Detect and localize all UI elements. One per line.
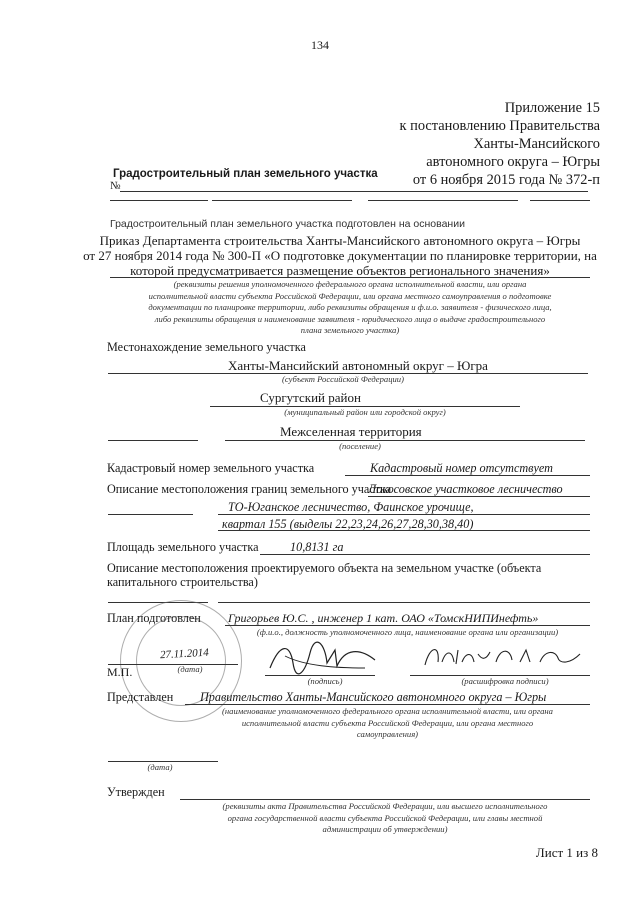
area-underline: [260, 554, 590, 555]
signature-decode-icon: [420, 640, 590, 674]
mp-label: М.П.: [107, 665, 133, 679]
boundaries-underline-left: [108, 514, 193, 515]
approved-note-3: администрации об утверждении): [322, 824, 448, 834]
presented-value: Правительство Ханты-Мансийского автономного округа – Югры: [200, 690, 547, 704]
region-underline-left: [108, 373, 228, 374]
form-title: Градостроительный план земельного участка: [113, 168, 378, 180]
appendix-line-4: автономного округа – Югры: [426, 154, 600, 170]
approved-note-1: (реквизиты акта Правительства Российской Федерации, или высшего исполнительного: [222, 801, 548, 811]
region-value: Ханты-Мансийский автономный округ – Югра: [228, 358, 488, 373]
boundaries-label: Описание местоположения границ земельного участка: [107, 482, 392, 496]
signature-note: (подпись): [307, 676, 343, 686]
district-value: Сургутский район: [260, 390, 361, 405]
boundaries-value-1: Локосовское участковое лесничество: [368, 482, 563, 496]
basis-note-1: (реквизиты решения уполномоченного федерального органа исполнительной власти, или органа: [173, 279, 527, 289]
prepared-label: План подготовлен: [107, 611, 201, 625]
presented-note-3: самоуправления): [356, 729, 419, 739]
sheet-number: Лист 1 из 8: [535, 845, 598, 860]
area-value: 10,8131 га: [290, 540, 344, 554]
cadastral-label: Кадастровый номер земельного участка: [107, 461, 315, 475]
area-label: Площадь земельного участка: [107, 540, 259, 554]
basis-note-5: плана земельного участка): [300, 325, 400, 335]
cadastral-underline: [345, 475, 590, 476]
basis-note-2: исполнительной власти субъекта Российской Федерации, или органа местного самоуправления о подготовке: [148, 290, 552, 301]
basis-label: Градостроительный план земельного участка подготовлен на основании: [110, 218, 465, 230]
signature-decode-note: (расшифровка подписи): [461, 676, 549, 686]
boundaries-underline-1: [368, 496, 590, 497]
number-line: [120, 191, 588, 192]
number-cells: [110, 196, 590, 204]
prepared-underline: [225, 625, 590, 626]
cadastral-value: Кадастровый номер отсутствует: [370, 461, 553, 475]
settlement-value: Межселенная территория: [280, 424, 422, 439]
boundaries-value-3: квартал 155 (выделы 22,23,24,26,27,28,30,38,40): [222, 517, 474, 531]
prepared-value: Григорьев Ю.С. , инженер 1 кат. ОАО «ТомскНИПИнефть»: [228, 611, 539, 625]
approved-underline: [180, 799, 590, 800]
date2-note: (дата): [147, 762, 173, 772]
boundaries-underline-2: [218, 514, 590, 515]
prepared-note: (ф.и.о., должность уполномоченного лица, наименование органа или организации): [256, 627, 559, 637]
prepared-date: 27.11.2014: [159, 646, 209, 662]
region-note: (субъект Российской Федерации): [282, 374, 404, 384]
boundaries-value-2: ТО-Юганское лесничество, Фаинское урочище,: [228, 500, 474, 514]
object-label-2: капитального строительства): [107, 575, 258, 589]
presented-note-2: исполнительной власти субъекта Российской Федерации, или органа местного: [241, 717, 534, 728]
district-note: (муниципальный район или городской округ): [284, 407, 446, 417]
appendix-header: [400, 99, 600, 189]
location-label: Местонахождение земельного участка: [107, 340, 306, 354]
number-sign: №: [110, 180, 121, 192]
appendix-line-3: Ханты-Мансийского: [473, 136, 600, 152]
basis-line-1: Приказ Департамента строительства Ханты-Мансийского автономного округа – Югры: [99, 233, 581, 248]
settlement-note: (поселение): [339, 441, 381, 451]
page-number: 134: [311, 38, 329, 52]
appendix-line-1: Приложение 15: [504, 100, 600, 116]
settlement-underline-left: [108, 440, 198, 441]
basis-note: [100, 279, 600, 337]
object-underline-2: [218, 602, 590, 603]
basis-line-3: которой предусматривается размещение объектов регионального значения»: [130, 263, 550, 278]
approved-note: [180, 801, 590, 836]
presented-label: Представлен: [107, 690, 174, 704]
basis-underline: [110, 277, 590, 278]
basis-note-4: либо реквизиты обращения и наименование заявителя - юридического лица о выдаче градостроительного: [154, 313, 546, 324]
approved-note-2: органа государственной власти субъекта Российской Федерации, или главы местной: [227, 812, 543, 823]
basis-note-3: документации по планировке территории, либо реквизиты обращения и ф.и.о. заявителя - физического лица,: [148, 302, 552, 312]
presented-underline: [185, 704, 590, 705]
object-label-1: Описание местоположения проектируемого объекта на земельном участке (объекта: [107, 561, 542, 575]
signature-icon: [265, 638, 385, 678]
date-note: (дата): [177, 664, 203, 674]
boundaries-underline-3: [218, 530, 590, 531]
presented-note: [185, 706, 590, 741]
basis-line-2: от 27 ноября 2014 года № 300-П «О подготовке документации по планировке территории, на: [83, 248, 597, 263]
appendix-line-5: от 6 ноября 2015 года № 372-п: [412, 172, 600, 188]
presented-note-1: (наименование уполномоченного федерального органа исполнительной власти, или органа: [222, 706, 553, 716]
appendix-line-2: к постановлению Правительства: [399, 118, 600, 134]
approved-label: Утвержден: [107, 785, 165, 799]
